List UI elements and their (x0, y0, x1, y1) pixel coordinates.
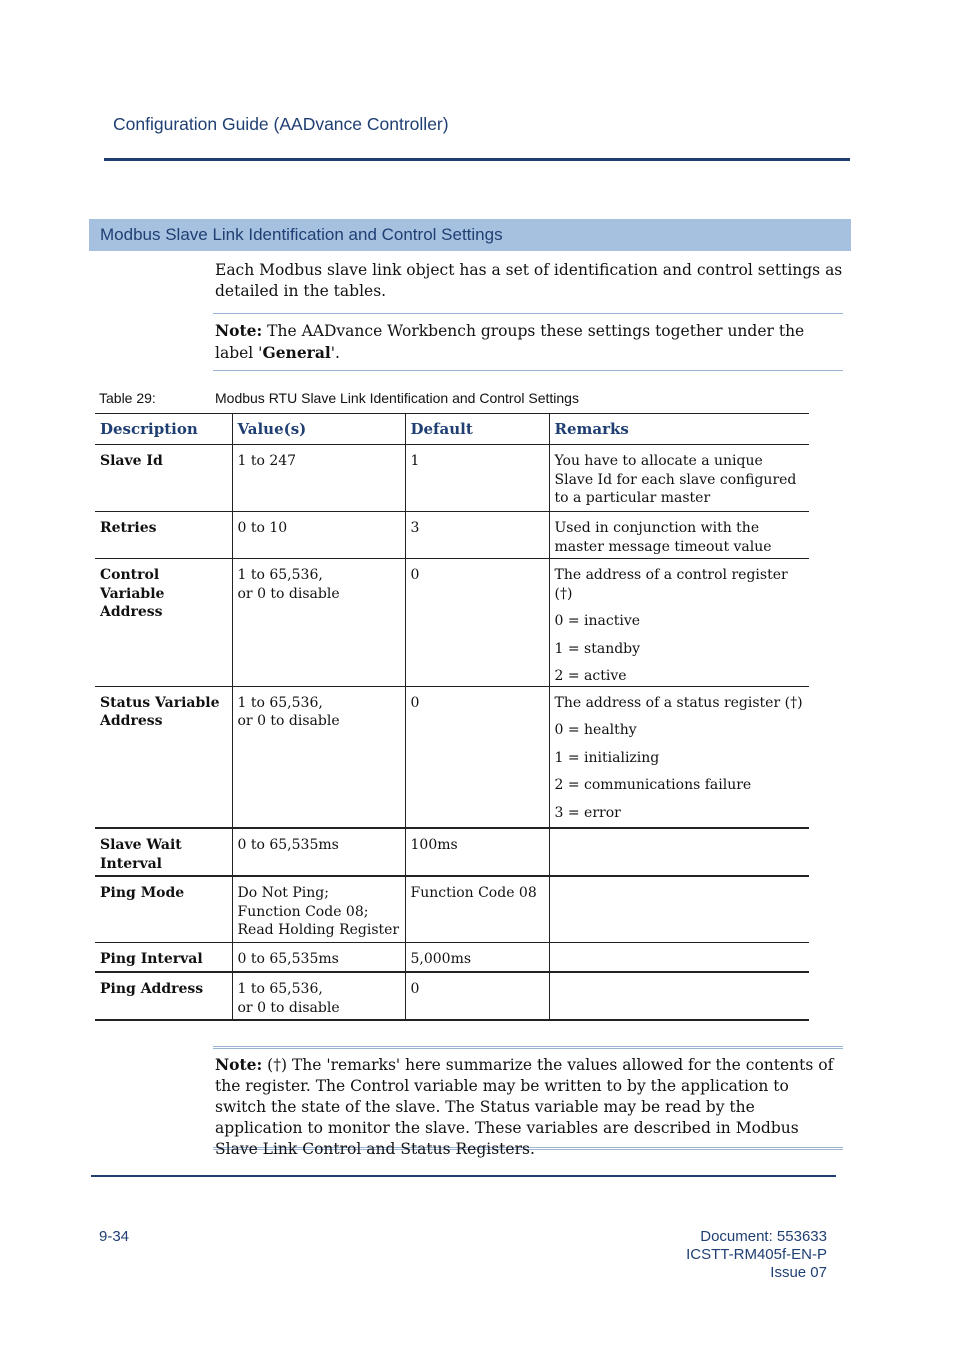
note-bold-word: General (262, 343, 331, 362)
cell-description: Retries (95, 512, 232, 559)
table-caption-number: Table 29: (99, 390, 156, 406)
note-general (213, 313, 843, 371)
cell-default: 0 (405, 686, 549, 828)
table-row (95, 445, 809, 512)
cell-default: 0 (405, 559, 549, 687)
cell-description: Ping Mode (95, 876, 232, 942)
cell-default: 1 (405, 445, 549, 512)
value-line: 1 to 65,536, (237, 981, 323, 997)
running-header-title: Configuration Guide (AADvance Controller) (113, 114, 449, 134)
cell-description: Status Variable Address (95, 686, 232, 828)
document-number: Document: 553633 (700, 1228, 827, 1245)
table-row (95, 942, 809, 972)
remark-line: 2 = communications failure (554, 777, 752, 793)
cell-description: Slave Wait Interval (95, 828, 232, 876)
settings-table (95, 413, 809, 1021)
cell-description: Ping Interval (95, 942, 232, 972)
note-remarks-body: (†) The 'remarks' here summarize the values allowed for the contents of the register. The Control variable may be written to by the application to switch the state of the slave. The Status variable may be read by the application to monitor the slave. These variables are described in Modbus Slave Link Control and Status Registers. (215, 1056, 834, 1158)
page-number: 9-34 (99, 1228, 130, 1245)
cell-values (232, 876, 405, 942)
cell-values (232, 972, 405, 1020)
cell-values (232, 828, 405, 876)
note-text-before: The AADvance Workbench groups these settings together under the label ' (215, 322, 805, 362)
section-title: Modbus Slave Link Identification and Control Settings (100, 225, 503, 244)
cell-remarks (549, 445, 809, 512)
remark-line: Used in conjunction with the master message timeout value (554, 520, 772, 555)
cell-description: Slave Id (95, 445, 232, 512)
remark-line: You have to allocate a unique Slave Id for each slave configured to a particular master (554, 453, 797, 506)
remark-line: The address of a status register (†) (554, 694, 803, 711)
value-line: or 0 to disable (237, 585, 340, 602)
remark-line: 3 = error (554, 804, 621, 821)
remark-line: 1 = initializing (554, 749, 660, 766)
column-header: Default (405, 414, 549, 445)
cell-default: 100ms (405, 828, 549, 876)
column-header: Value(s) (232, 414, 405, 445)
section-heading-bar (89, 219, 851, 251)
cell-remarks (549, 876, 809, 942)
cell-values (232, 559, 405, 687)
value-line: 0 to 65,535ms (237, 950, 339, 967)
cell-default: Function Code 08 (405, 876, 549, 942)
value-line: or 0 to disable (237, 999, 340, 1016)
document-issue: Issue 07 (770, 1264, 827, 1281)
note-general-text (215, 320, 841, 364)
table-row (95, 512, 809, 559)
value-line: 0 to 10 (237, 520, 288, 536)
table-caption-title: Modbus RTU Slave Link Identification and Control Settings (215, 390, 579, 406)
cell-values (232, 942, 405, 972)
note-text-after: '. (330, 344, 340, 362)
remark-line: 2 = active (554, 668, 627, 684)
document-info (686, 1228, 827, 1282)
value-line: 0 to 65,535ms (237, 837, 339, 853)
cell-default: 5,000ms (405, 942, 549, 972)
remark-line: 1 = standby (554, 640, 641, 657)
value-line: 1 to 65,536, (237, 694, 323, 711)
table-row (95, 686, 809, 828)
cell-description: Ping Address (95, 972, 232, 1020)
document-code: ICSTT-RM405f-EN-P (686, 1246, 827, 1263)
table-row (95, 972, 809, 1020)
value-line: or 0 to disable (237, 713, 340, 729)
value-line: Do Not Ping; (237, 885, 329, 901)
value-line: Function Code 08; (237, 903, 369, 920)
cell-remarks (549, 686, 809, 828)
note-remarks-text (215, 1054, 841, 1160)
cell-description: Control Variable Address (95, 559, 232, 687)
table-row (95, 876, 809, 942)
cell-default: 0 (405, 972, 549, 1020)
value-line: 1 to 65,536, (237, 567, 323, 583)
table-row (95, 559, 809, 687)
cell-remarks (549, 828, 809, 876)
cell-remarks (549, 559, 809, 687)
value-line: Read Holding Register (237, 922, 400, 938)
footer-rule (91, 1175, 836, 1177)
remark-line: The address of a control register (†) (554, 567, 788, 602)
cell-default: 3 (405, 512, 549, 559)
note-remarks (213, 1046, 843, 1158)
cell-remarks (549, 512, 809, 559)
note-label: Note: (215, 321, 263, 340)
cell-remarks (549, 972, 809, 1020)
cell-remarks (549, 942, 809, 972)
column-header: Remarks (549, 414, 809, 445)
cell-values (232, 686, 405, 828)
value-line: 1 to 247 (237, 453, 297, 469)
cell-values (232, 445, 405, 512)
remark-line: 0 = inactive (554, 613, 641, 629)
table-row (95, 828, 809, 876)
table-header-row (95, 414, 809, 445)
remark-line: 0 = healthy (554, 722, 637, 738)
intro-paragraph: Each Modbus slave link object has a set of identification and control settings as detailed in the tables. (215, 261, 843, 300)
note-label: Note: (215, 1055, 263, 1074)
header-rule (104, 158, 850, 161)
cell-values (232, 512, 405, 559)
column-header: Description (95, 414, 232, 445)
